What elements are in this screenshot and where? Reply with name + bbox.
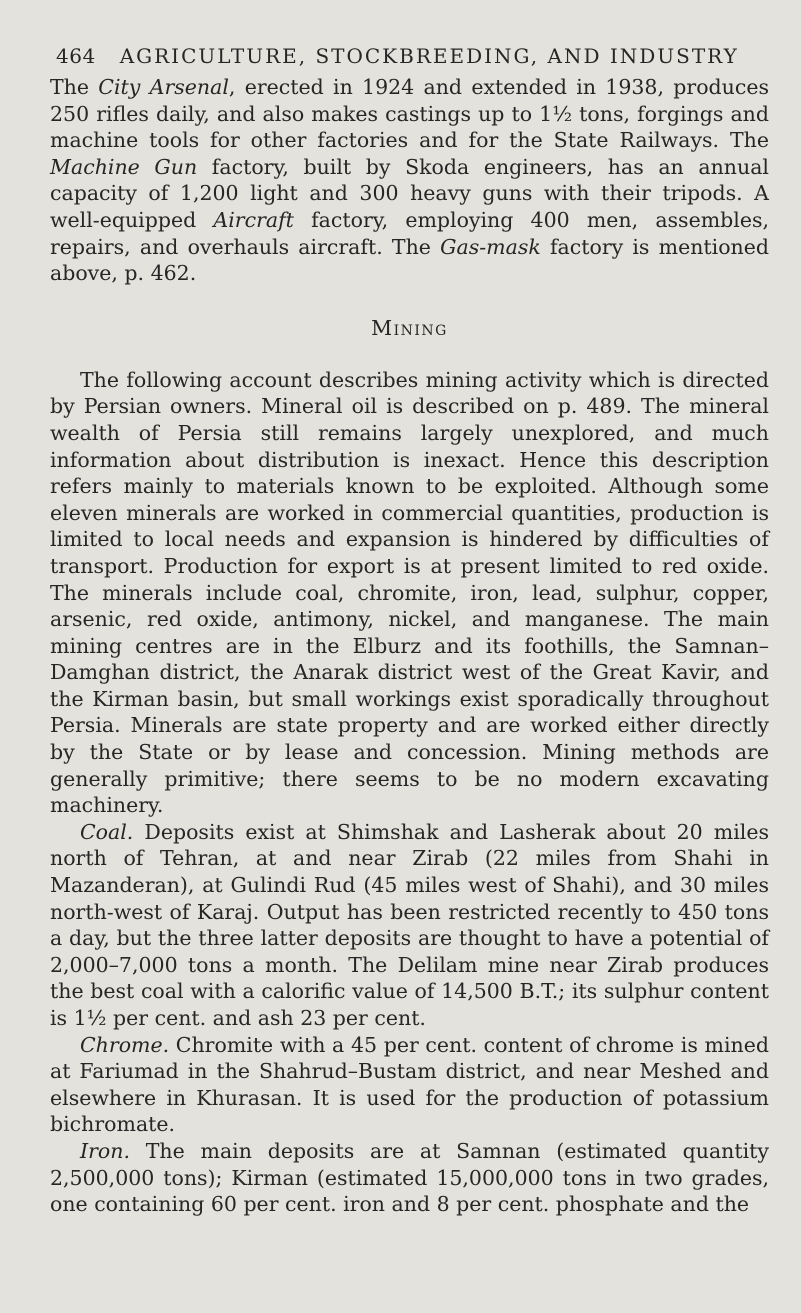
running-title: AGRICULTURE, STOCKBREEDING, AND INDUSTRY: [119, 44, 739, 68]
intro-text-1: The: [50, 75, 99, 99]
intro-paragraph: [50, 74, 769, 287]
aircraft-term: Aircraft: [213, 207, 294, 232]
chrome-label: Chrome.: [80, 1032, 170, 1057]
mining-paragraph: The following account describes mining activity which is directed by Persian owners. Mineral oil is described on p. 489. The mineral wealth of Persia still remains largely unexplored, and much information about distribution is inexact. Hence this description refers mainly to materials known to be exploited. Although some eleven minerals are worked in commercial quantities, production is limited to local needs and expansion is hindered by difficulties of transport. Production for export is at present limited to red oxide. The minerals include coal, chromite, iron, lead, sulphur, copper, arsenic, red oxide, antimony, nickel, and manganese. The main mining centres are in the Elburz and its foothills, the Samnan–Damghan district, the Anarak district west of the Great Kavir, and the Kirman basin, but small workings exist sporadically throughout Persia. Minerals are state property and are worked either directly by the State or by lease and concession. Mining methods are generally primitive; there seems to be no modern excavating machinery.: [50, 367, 769, 818]
body-text: [50, 74, 769, 1218]
coal-paragraph: [50, 819, 769, 1032]
gas-mask-term: Gas-mask: [440, 234, 541, 259]
coal-label: Coal.: [80, 819, 134, 844]
coal-text: Deposits exist at Shimshak and Lasherak about 20 miles north of Tehran, at and near Zirab (22 miles from Shahi in Mazanderan), at Gulindi Rud (45 miles west of Shahi), and 30 miles north-west of Karaj. Output has been restricted recently to 450 tons a day, but the three latter deposits are thought to have a potential of 2,000–7,000 tons a month. The Delilam mine near Zirab produces the best coal with a calorific value of 14,500 B.T.; its sulphur content is 1½ per cent. and ash 23 per cent.: [50, 819, 769, 1030]
intro-text-2: , erected in 1924 and extended in 1938, produces 250 rifles daily, and also makes castings up to 1½ tons, forgings and machine tools for other factories and for the State Railways. The: [50, 75, 769, 153]
city-arsenal-term: City Arsenal: [98, 75, 229, 99]
machine-gun-term: Machine Gun: [50, 154, 198, 179]
running-head: [56, 42, 769, 70]
chrome-paragraph: [50, 1032, 769, 1138]
iron-label: Iron.: [80, 1138, 130, 1163]
page-number: 464: [56, 44, 96, 68]
intro-text-3: factory, built by Skoda engineers, has an annual capacity of 1,200 light and 300 heavy guns with their tripods. A well-equipped: [50, 154, 769, 232]
intro-text-4: factory, employing 400 men, assembles, repairs, and overhauls aircraft. The: [50, 207, 769, 259]
section-heading-mining: Mining: [371, 315, 448, 340]
intro-text-5: factory is mentioned above, p. 462.: [50, 234, 769, 286]
iron-text: The main deposits are at Samnan (estimated quantity 2,500,000 tons); Kirman (estimated 15,000,000 tons in two grades, one containing 60 per cent. iron and 8 per cent. phosphate and the: [50, 1138, 769, 1217]
iron-paragraph: [50, 1138, 769, 1218]
chrome-text: Chromite with a 45 per cent. content of chrome is mined at Fariumad in the Shahrud–Bustam district, and near Meshed and elsewhere in Khurasan. It is used for the production of potassium bichromate.: [50, 1032, 769, 1137]
